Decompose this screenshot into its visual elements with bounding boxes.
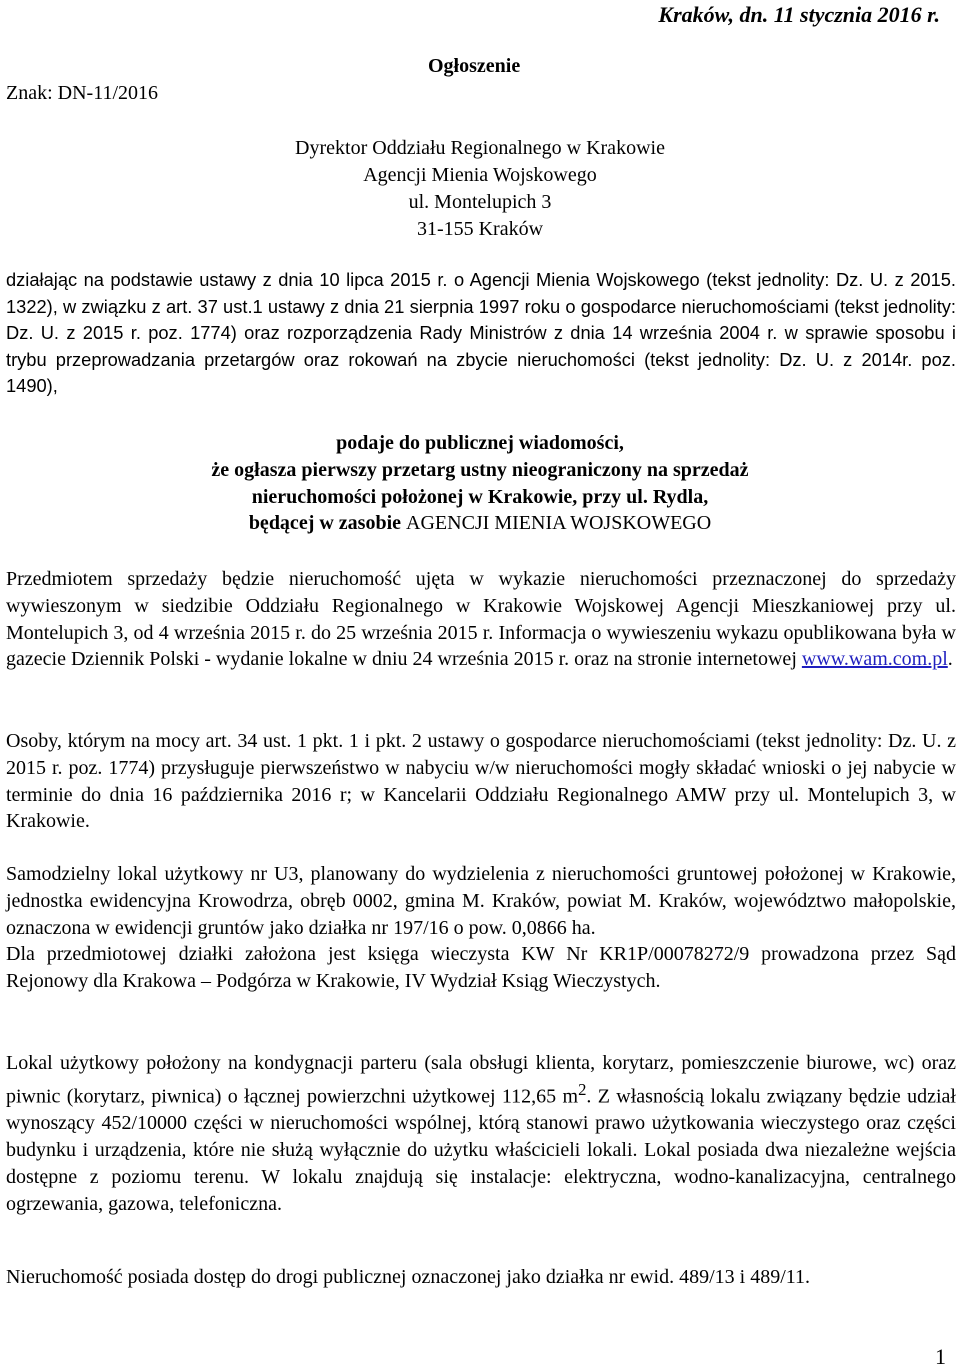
property-description-paragraph [6, 861, 956, 995]
unit-description-paragraph [6, 1050, 956, 1217]
issuer-address-street: ul. Montelupich 3 [408, 191, 552, 213]
road-access-paragraph: Nieruchomość posiada dostęp do drogi publicznej oznaczonej jako działka nr ewid. 489/13 i 489/11. [6, 1266, 811, 1288]
reference-number: Znak: DN-11/2016 [6, 82, 159, 104]
website-link[interactable]: www.wam.com.pl [801, 648, 948, 671]
announcement-line: podaje do publicznej wiadomości, [336, 432, 624, 454]
priority-rights-paragraph: Osoby, którym na mocy art. 34 ust. 1 pkt. 1 i pkt. 2 ustawy o gospodarce nieruchomościami (tekst jednolity: Dz. U. z 2015 r. poz. 1774) przysługuje pierwszeństwo w nabyciu w/w nieruchomości mogły składać wnioski o jej nabycie w terminie do dnia 16 października 2016 r; w Kancelarii Oddziału Regionalnego AMW przy ul. Montelupich 3, w Krakowie. [6, 730, 956, 833]
issuer-line: Dyrektor Oddziału Regionalnego w Krakowie [295, 137, 665, 159]
document-date: Kraków, dn. 11 stycznia 2016 r. [658, 2, 940, 27]
page-number: 1 [935, 1344, 946, 1369]
agency-name: AGENCJI MIENIA WOJSKOWEGO [406, 512, 712, 535]
document-title: Ogłoszenie [428, 55, 521, 77]
legal-basis-paragraph [6, 267, 956, 400]
announcement-line: nieruchomości położonej w Krakowie, przy ul. Rydla, [251, 485, 709, 508]
issuer-block [0, 135, 960, 243]
sale-subject-paragraph [6, 566, 956, 673]
superscript-two: 2 [578, 1079, 587, 1099]
announcement-line: że ogłasza pierwszy przetarg ustny nieograniczony na sprzedaż [211, 458, 749, 481]
land-register-text: Dla przedmiotowej działki założona jest księga wieczysta KW Nr KR1P/00078272/9 prowadzona przez Sąd Rejonowy dla Krakowa – Podgórza w Krakowie, IV Wydział Ksiąg Wieczystych. [6, 943, 956, 993]
property-location-text: Samodzielny lokal użytkowy nr U3, planowany do wydzielenia z nieruchomości gruntowej położonej w Krakowie, jednostka ewidencyjna Krowodrza, obręb 0002, gmina M. Kraków, powiat M. Kraków, województwo małopolskie, oznaczona w ewidencji gruntów jako działka nr 197/16 o pow. 0,0866 ha. [6, 863, 956, 939]
issuer-address-city: 31-155 Kraków [416, 218, 544, 240]
legal-basis-part2: 1 ustawy z dnia 21 sierpnia 1997 roku o gospodarce nieruchomościami (tekst jednolity: Dz. U. z 2015 r. poz. 1774) oraz rozporządzenia Rady Ministrów z dnia 14 września 2004 r. w sprawie sposobu i trybu przeprowadzania przetargów oraz rokowań na zbycie nieruchomości (tekst jednolity: Dz. U. z 2014r. poz. 1490), [6, 295, 956, 397]
legal-basis-part1: działając na podstawie ustawy z dnia 10 lipca 2015 r. o Agencji Mienia Wojskowego (tekst jednolity: Dz. U. z 2015. 1322), w związku z art. 37 ust. [6, 269, 956, 317]
unit-description-end: . Z własnością lokalu związany będzie udział wynoszący 452/10000 części w nieruchomości wspólnej, którą stanowi prawo użytkowania wieczystego oraz części budynku i urządzenia, które nie służą wyłącznie do użytku właścicieli lokali. Lokal posiada dwa niezależne wejścia dostępne z poziomu terenu. W lokalu znajdują się instalacje: elektryczna, wodno-kanalizacyjna, centralnego ogrzewania, gazowa, telefoniczna. [6, 1085, 956, 1215]
issuer-line: Agencji Mienia Wojskowego [363, 164, 597, 186]
sale-subject-text: Przedmiotem sprzedaży będzie nieruchomość ujęta w wykazie nieruchomości przeznaczonej do sprzedaży wywieszonym w siedzibie Oddziału Regionalnego w Krakowie Wojskowej Agencji Mieszkaniowej przy ul. Montelupich 3, od 4 września 2015 r. do 25 września 2015 r. Informacja o wywieszeniu wykazu opublikowana była w gazecie Dziennik Polski - wydanie lokalne w dniu 24 września 2015 r. oraz na stronie internetowej [6, 568, 956, 671]
announcement-heading [0, 430, 960, 537]
announcement-prefix: będącej w zasobie [248, 512, 407, 535]
sale-subject-end: . [947, 648, 953, 671]
unit-description-start: Lokal użytkowy położony na kondygnacji parteru (sala obsługi klienta, korytarz, pomieszczenie biurowe, wc) oraz piwnic (korytarz, piwnica) o łącznej powierzchni użytkowej 112,65 m [6, 1052, 956, 1108]
announcement-line [0, 510, 960, 537]
